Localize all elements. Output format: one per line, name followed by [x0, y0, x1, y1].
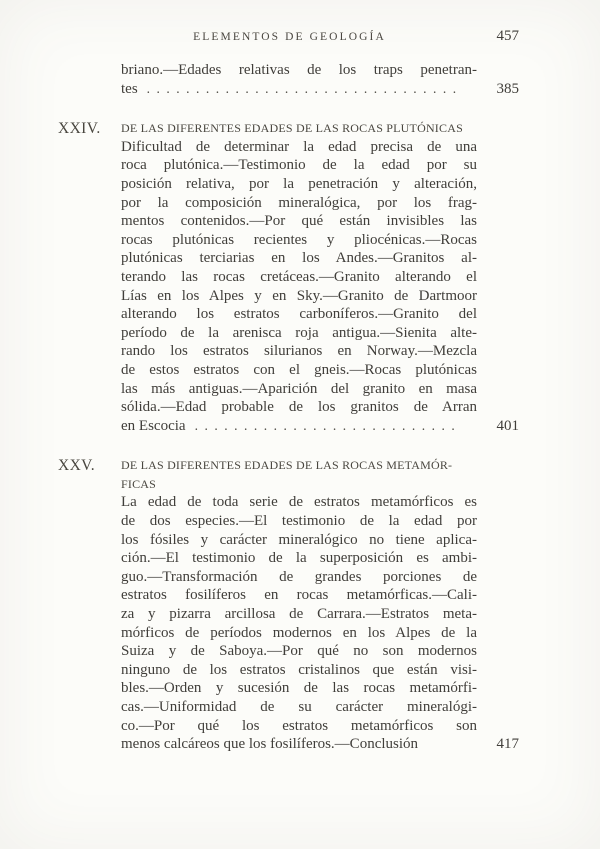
entry-body	[121, 61, 521, 98]
leader-text: en Escocia	[121, 417, 186, 434]
toc-line: por la composición mineralógica, por los frag-	[121, 194, 477, 211]
toc-line: terando las rocas cretáceas.—Granito alterando el	[121, 268, 477, 285]
toc-line: estratos fosilíferos en rocas metamórficas.—Cali-	[121, 587, 477, 604]
chapter-numeral: XXV.	[58, 457, 96, 475]
entry-lines	[121, 61, 521, 80]
toc-line: ninguno de los estratos cristalinos que están visi-	[121, 661, 477, 678]
entry-lines	[121, 138, 521, 417]
chapter-heading-line: DE LAS DIFERENTES EDADES DE LAS ROCAS METAMÓR-	[121, 458, 453, 473]
toc-line: período de la arenisca roja antigua.—Sienita alte-	[121, 324, 477, 341]
chapter-heading	[121, 456, 521, 493]
page-ref: 417	[496, 736, 519, 753]
toc-line: rocas plutónicas recientes y pliocénicas.—Rocas	[121, 231, 477, 248]
toc-line: guo.—Transformación de grandes porciones de	[121, 568, 477, 585]
toc-line: mórficos de períodos modernos en los Alpes de la	[121, 624, 477, 641]
entry-lines	[121, 493, 521, 735]
running-header	[58, 30, 521, 45]
chapter-heading-line: FICAS	[121, 476, 157, 491]
running-header-title: ELEMENTOS DE GEOLOGÍA	[193, 31, 386, 43]
page-ref: 385	[496, 80, 519, 97]
leader-text: menos calcáreos que los fosilíferos.—Conclusión	[121, 736, 419, 753]
toc-line: za y pizarra arcillosa de Carrara.—Estratos meta-	[121, 606, 477, 623]
chapter-heading	[121, 119, 521, 138]
page-ref: 401	[496, 417, 519, 434]
toc-line: Suiza y de Saboya.—Por qué no son modernos	[121, 643, 477, 660]
toc-line: co.—Por qué los estratos metamórficos son	[121, 717, 477, 734]
toc-entry-xxv	[58, 456, 521, 754]
toc-entry-xxiv	[58, 119, 521, 435]
toc-line: ción.—El testimonio de la superposición es ambi-	[121, 550, 477, 567]
toc-line: cas.—Uniformidad de su carácter mineralógi-	[121, 699, 477, 715]
toc-line: mentos contenidos.—Por qué están invisibles las	[121, 213, 477, 230]
leader-dots	[138, 80, 459, 99]
toc-leader-row	[121, 735, 521, 754]
toc-line: Dificultad de determinar la edad precisa de una	[121, 138, 477, 155]
chapter-numeral: XXIV.	[58, 120, 101, 138]
toc-line: alterando los estratos carboníferos.—Granito del	[121, 306, 477, 323]
entry-body	[121, 119, 521, 435]
toc-line: bles.—Orden y sucesión de las rocas metamórfi-	[121, 680, 477, 697]
page-number: 457	[496, 28, 519, 44]
toc-line: plutónicas terciarias en los Andes.—Granitos al-	[121, 250, 477, 267]
leader-text: tes	[121, 80, 138, 97]
toc-leader-row	[121, 417, 521, 436]
leader-dots	[186, 417, 459, 436]
entry-body	[121, 456, 521, 754]
toc-line: sólida.—Edad probable de los granitos de Arran	[121, 399, 477, 416]
toc-line: posición relativa, por la penetración y alteración,	[121, 175, 477, 192]
toc-line: La edad de toda serie de estratos metamórficos es	[121, 494, 477, 511]
toc-line: de dos especies.—El testimonio de la edad por	[121, 513, 477, 530]
toc-line: briano.—Edades relativas de los traps penetran-	[121, 62, 477, 78]
toc-line: de estos estratos con el gneis.—Rocas plutónicas	[121, 361, 477, 378]
toc-line: Lías en los Alpes y en Sky.—Granito de Dartmoor	[121, 287, 477, 304]
toc-leader-row	[121, 80, 521, 99]
toc-continuation-entry	[58, 61, 521, 98]
toc-line: rando los estratos silurianos en Norway.—Mezcla	[121, 343, 477, 360]
chapter-heading-line: DE LAS DIFERENTES EDADES DE LAS ROCAS PLUTÓNICAS	[121, 121, 463, 136]
toc-line: las más antiguas.—Aparición del granito en masa	[121, 380, 477, 397]
toc-line: los fósiles y carácter mineralógico no tiene aplica-	[121, 531, 477, 548]
toc-line: roca plutónica.—Testimonio de la edad por su	[121, 157, 477, 174]
